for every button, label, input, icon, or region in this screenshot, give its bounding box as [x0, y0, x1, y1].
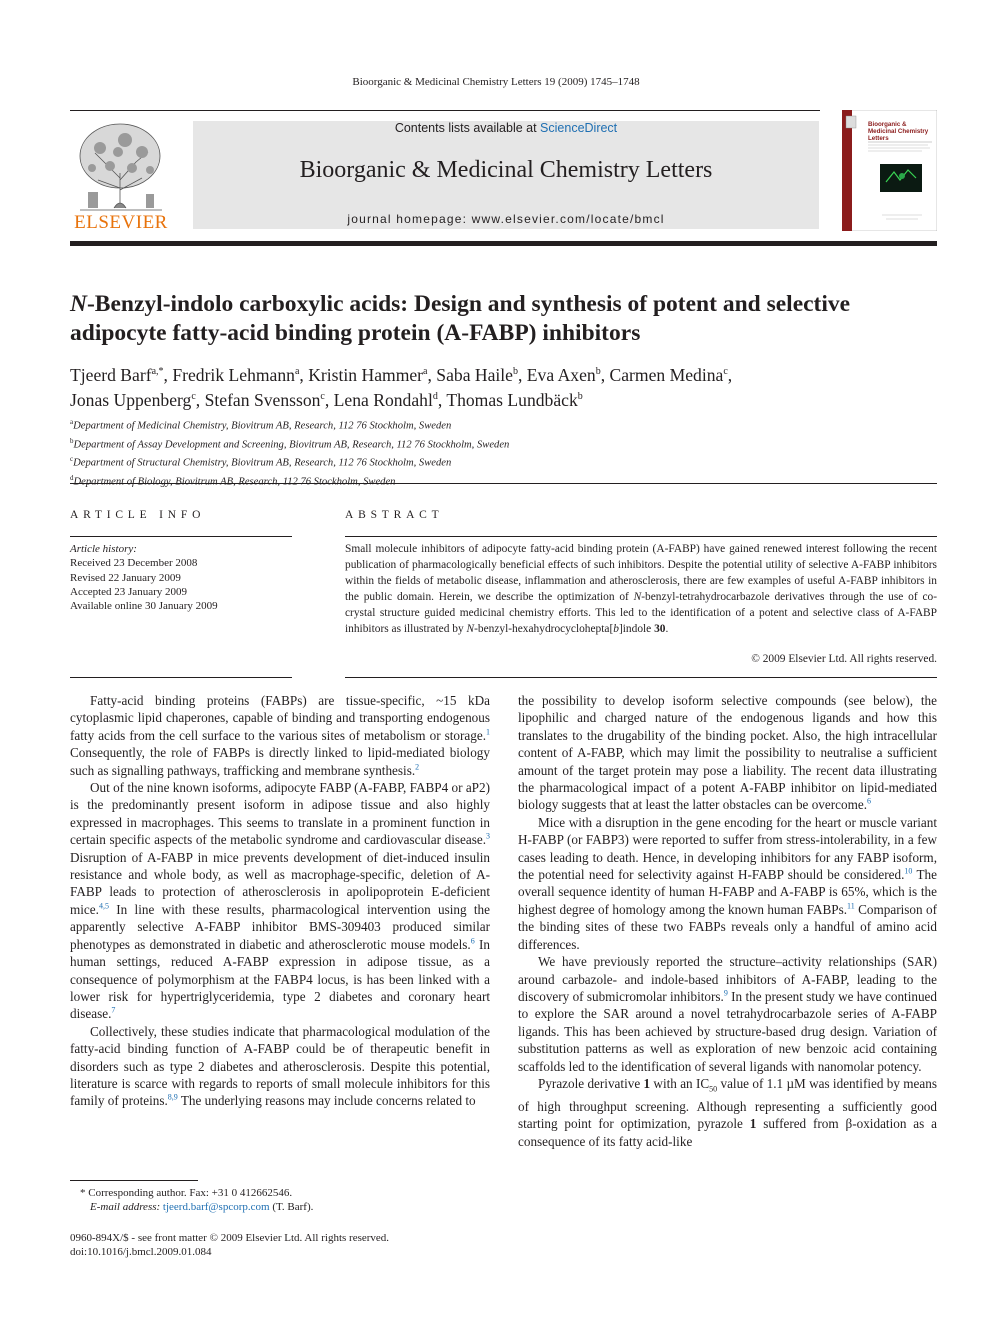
affiliation-text: Department of Structural Chemistry, Biovitrum AB, Research, 112 76 Stockholm, Sweden	[73, 458, 452, 469]
email-suffix: (T. Barf).	[269, 1201, 314, 1214]
contents-prefix: Contents lists available at	[394, 121, 541, 135]
journal-citation: Bioorganic & Medicinal Chemistry Letters 19 (2009) 1745–1748	[352, 76, 640, 88]
citation-ref[interactable]: 6	[867, 797, 871, 807]
abstract-rule	[345, 536, 937, 537]
journal-title: Bioorganic & Medicinal Chemistry Letters	[299, 157, 713, 183]
corresponding-author-footnote	[70, 1186, 490, 1215]
citation-ref[interactable]: 7	[111, 1005, 116, 1015]
title-italic-prefix: N	[70, 291, 87, 317]
doi-line[interactable]: doi:10.1016/j.bmcl.2009.01.084	[70, 1246, 212, 1259]
article-title	[70, 290, 930, 348]
affiliation	[70, 415, 930, 434]
author-name: Carmen Medina	[609, 364, 724, 385]
body-paragraph: Out of the nine known isoforms, adipocyte FABP (A-FABP, FABP4 or aP2) is the predominantly present isoform in adipose tissue and also highly expressed in macrophages. This seems to translate in a prominent function in certain specific aspects of the metabolic syndrome and cardiovascular disease.$^3$ Disruption of A-FABP in mice prevents development of diet-induced insulin resistance and whole body, as well as macrophage-specific, deletion of A-FABP leads to protection of atherosclerosis in apolipoprotein E-deficient mice.$^{4,5}$ In line with these results, pharmacological intervention using the apparently selective A-FABP inhibitor BMS-309403 produced similar phenotypes as demonstrated in diabetic and atherosclerotic mouse models.$^6$ In human settings, reduced A-FABP expression in adipose tissue, as a consequence of polymorphism at the FABP4 locus, is has been linked with a lower risk for hypertriglyceridemia, type 2 diabetes and coronary heart disease.$^7$	[70, 780, 490, 1022]
affiliation-mark: a	[70, 418, 74, 426]
body-paragraph: Pyrazole derivative 1 with an $IC_{50}$ value of 1.1 µM was identified by means of high throughput screening. Although representing a sufficiently good starting point for optimization, pyrazole 1 suffered from β-oxidation as a consequence of its fatty acid-like	[518, 1075, 937, 1149]
abstract-text: Small molecule inhibitors of adipocyte fatty-acid binding protein (A-FABP) have gained renewed interest following the recent publication of pharmacologically beneficial effects of such inhibitors. Despite the potential utility of selective A-FABP inhibitors within the fields of metabolic disease, inflammation and atherosclerosis, there are few examples of useful A-FABP inhibitors in the public domain. Herein, we describe the optimization of N-benzyl-tetrahydrocarbazole derivatives through the use of co-crystal structure guided medicinal chemistry efforts. This led to the identification of a potent and selective class of A-FABP inhibitors as illustrated by N-benzyl-hexahydrocyclohepta[b]indole 30.	[345, 543, 937, 635]
author-name: Thomas Lundbäck	[446, 389, 578, 410]
corresponding-author-line: * Corresponding author. Fax: +31 0 412662546.	[80, 1187, 293, 1199]
article-info-rule	[70, 536, 292, 537]
abstract-heading: ABSTRACT	[345, 509, 444, 521]
author-affiliation-mark: b	[595, 366, 601, 377]
author-affiliation-mark: c	[320, 390, 325, 402]
author-name: Fredrik Lehmann	[172, 364, 295, 385]
issn-block	[70, 1231, 490, 1260]
article-info-heading: ARTICLE INFO	[70, 509, 206, 521]
header-thick-rule	[70, 241, 937, 246]
author-name: Lena Rondahl	[333, 389, 433, 410]
body-paragraph: Mice with a disruption in the gene encoding for the heart or muscle variant H-FABP (or FABP3) were reported to suffer from stress-intolerability, in a few cases leading to death. Hence, in developing inhibitors for any FABP isoform, the potential need for selectivity against H-FABP should be considered.$^{10}$ The overall sequence identity of human H-FABP and A-FABP is 65%, which is the highest degree of homology among the known human FABPs.$^{11}$ Comparison of the binding sites of these two FABPs reveals only a handful of amino acid differences.	[518, 814, 937, 952]
history-received: Received 23 December 2008	[70, 557, 198, 570]
issn-line: 0960-894X/$ - see front matter © 2009 Elsevier Ltd. All rights reserved.	[70, 1232, 390, 1244]
citation-ref[interactable]: 8,9	[167, 1092, 178, 1102]
citation-ref[interactable]: 1	[486, 727, 490, 737]
affiliation-text: Department of Medicinal Chemistry, Biovitrum AB, Research, 112 76 Stockholm, Sweden	[73, 420, 452, 432]
cover-title: Bioorganic & Medicinal Chemistry Letters	[868, 121, 929, 142]
citation-ref[interactable]: 3	[486, 831, 490, 841]
citation-ref[interactable]: 9	[723, 988, 728, 998]
sciencedirect-link[interactable]: ScienceDirect	[540, 121, 618, 135]
abstract-italic: b	[613, 623, 619, 635]
compound-number: 1	[749, 1116, 757, 1132]
article-title-text: N-Benzyl-indolo carboxylic acids: Design and synthesis of potent and selective adipocyte fatty-acid binding protein (A-FABP) inhibitors	[70, 291, 851, 346]
compound-number: 30	[654, 623, 666, 635]
article-history	[70, 542, 292, 613]
elsevier-wordmark: ELSEVIER	[74, 212, 168, 233]
affiliation-mark: c	[70, 455, 74, 464]
body-paragraph: We have previously reported the structure–activity relationships (SAR) around carbazole- and indole-based inhibitors of A-FABP, leading to the discovery of submicromolar inhibitors.$^9$ In the present study we have continued to explore the SAR around a novel tetrahydrocarbazole series of A-FABP ligands. This has been achieved by structure-based drug design. Variation of substitution patterns as well as exploration of new benzoic acid containing scaffolds led to the identification of several ligands with nanomolar potency.	[518, 954, 937, 1074]
author-affiliation-mark: a	[423, 366, 428, 377]
body-column-left	[70, 692, 490, 1110]
history-accepted: Accepted 23 January 2009	[70, 585, 187, 598]
author-email-link[interactable]: tjeerd.barf@spcorp.com	[162, 1201, 270, 1214]
author-name: Tjeerd Barf	[70, 364, 152, 385]
author-affiliation-mark: b	[577, 390, 583, 402]
author-affiliation-mark: c	[723, 366, 728, 377]
footnote-rule	[70, 1180, 198, 1181]
author-affiliation-mark: c	[191, 390, 196, 402]
body-paragraph: the possibility to develop isoform selective compounds (see below), the lipophilic and charged nature of the endogenous ligands and how this translates to the drugability of the binding pocket. Also, the high intracellular content of A-FABP, which may limit the possibility to neutralise a sufficient amount of the target protein may pose a liability. The recent data illustrating the pharmacological impact of a potent A-FABP inhibitor on lipid-mediated biology suggests that at least the latter obstacles can be overcome.$^6$	[518, 693, 937, 813]
author-name: Jonas Uppenberg	[70, 389, 192, 410]
affiliation-mark: d	[70, 474, 74, 483]
author-affiliation-mark: b	[513, 366, 518, 377]
header-rule	[70, 110, 820, 111]
abstract-bottom-rule	[345, 677, 937, 678]
section-rule	[70, 483, 937, 484]
affiliation	[70, 434, 930, 453]
citation-ref[interactable]: 2	[415, 762, 420, 772]
author-affiliation-mark: a,*	[151, 366, 164, 377]
email-label: E-mail address:	[90, 1201, 161, 1214]
history-online: Available online 30 January 2009	[70, 600, 218, 613]
history-revised: Revised 22 January 2009	[70, 571, 181, 584]
journal-cover-thumbnail[interactable]	[842, 110, 937, 231]
article-info-bottom-rule	[70, 677, 292, 678]
citation-ref[interactable]: 6	[470, 936, 475, 946]
author-name: Eva Axen	[526, 364, 596, 385]
body-column-right	[518, 692, 937, 1150]
affiliation-list	[70, 415, 930, 490]
affiliation	[70, 471, 930, 490]
author-list: Tjeerd Barf$^{a,*}$, Fredrik Lehmann$^a$, Kristin Hammer$^a$, Saba Haile$^b$, Eva Axen$^b$, Carmen Medina$^c$, Jonas Uppenberg$^c$, Stefan Svensson$^c$, Lena Rondahl$^d$, Thomas Lundbäck$^b$	[70, 364, 733, 410]
history-label: Article history:	[70, 543, 137, 555]
author-affiliation-mark: d	[432, 390, 438, 402]
elsevier-logo[interactable]	[70, 118, 172, 233]
body-paragraph: Collectively, these studies indicate that pharmacological modulation of the fatty-acid binding function of A-FABP could be of therapeutic benefit in disorders such as type 2 diabetes and atherosclerosis. Despite this potential, literature is scarce with regards to reports of small molecule inhibitors for this family of proteins.$^{8,9}$ The underlying reasons may include concerns related to	[70, 1023, 490, 1109]
affiliation-mark: b	[70, 436, 74, 445]
citation-ref[interactable]: 11	[847, 901, 855, 911]
subscript: 50	[709, 1084, 718, 1094]
body-paragraph: Fatty-acid binding proteins (FABPs) are tissue-specific, ~15 kDa cytoplasmic lipid chaperones, capable of binding and transporting endogenous fatty acids from the cell surface to the various sites of metabolism or storage.$^1$ Consequently, the role of FABPs is directly linked to lipid-mediated biology such as signalling pathways, trafficking and membrane synthesis.$^2$	[70, 693, 490, 778]
abstract-italic: N	[633, 591, 642, 603]
affiliation-text: Department of Assay Development and Screening, Biovitrum AB, Research, 112 76 Stockholm, Sweden	[73, 439, 510, 451]
journal-homepage-link[interactable]: journal homepage: www.elsevier.com/locate/bmcl	[347, 212, 665, 226]
affiliation	[70, 452, 930, 471]
abstract-italic: N	[466, 623, 475, 635]
author-name: Saba Haile	[436, 364, 513, 385]
abstract-copyright: © 2009 Elsevier Ltd. All rights reserved.	[751, 653, 937, 665]
compound-number: 1	[643, 1075, 651, 1091]
citation-ref[interactable]: 10	[904, 866, 913, 876]
author-affiliation-mark: a	[294, 366, 300, 377]
citation-ref[interactable]: 4,5	[98, 901, 109, 911]
contents-line	[193, 121, 819, 135]
author-name: Stefan Svensson	[204, 389, 321, 410]
author-name: Kristin Hammer	[308, 364, 424, 385]
